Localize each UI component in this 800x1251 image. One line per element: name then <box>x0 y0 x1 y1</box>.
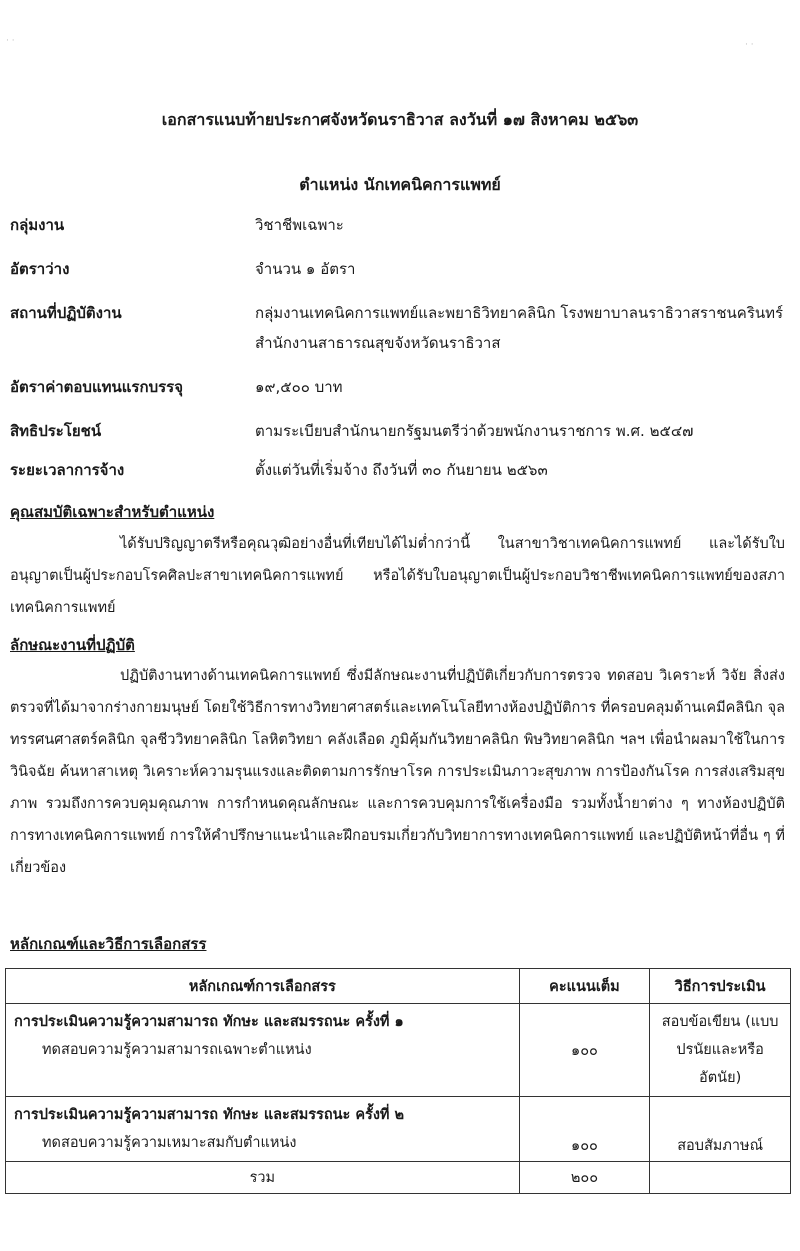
criteria-cell <box>6 1097 520 1162</box>
table-row <box>6 1004 791 1097</box>
detail-label: สิทธิประโยชน์ <box>10 422 102 440</box>
selection-heading: หลักเกณฑ์และวิธีการเลือกสรร <box>10 935 207 953</box>
score-cell: ๑๐๐ <box>519 1004 650 1097</box>
detail-label: อัตราว่าง <box>10 260 70 278</box>
qualifications-heading: คุณสมบัติเฉพาะสำหรับตำแหน่ง <box>10 503 215 521</box>
duties-text: ปฏิบัติงานทางด้านเทคนิคการแพทย์ ซึ่งมีลักษณะงานที่ปฏิบัติเกี่ยวกับการตรวจ ทดสอบ วิเคราะห์ วิจัย สิ่งส่งตรวจที่ได้มาจากร่างกายมนุษย์ โดยใช้วิธีการทางวิทยาศาสตร์และเทคโนโลยีทางห้องปฏิบัติการ ที่ครอบคลุมด้านเคมีคลินิก จุลทรรศนศาสตร์คลินิก จุลชีววิทยาคลินิก โลหิตวิทยา คลังเลือด ภูมิคุ้มกันวิทยาคลินิก พิษวิทยาคลินิก ฯลฯ เพื่อนำผลมาใช้ในการวินิจฉัย ค้นหาสาเหตุ วิเคราะห์ความรุนแรงและติดตามการรักษาโรค การประเมินภาวะสุขภาพ การป้องกันโรค การส่งเสริมสุขภาพ รวมถึงการควบคุมคุณภาพ การกำหนดคุณลักษณะ และการควบคุมการใช้เครื่องมือ รวมทั้งน้ำยาต่าง ๆ ทางห้องปฏิบัติการทางเทคนิคการแพทย์ การให้คำปรึกษาแนะนำและฝึกอบรมเกี่ยวกับวิทยาการทางเทคนิคการแพทย์ และปฏิบัติหน้าที่อื่น ๆ ที่เกี่ยวข้อง <box>10 668 785 876</box>
detail-value: จำนวน ๑ อัตรา <box>255 260 356 278</box>
detail-label: กลุ่มงาน <box>10 216 65 234</box>
score-cell: ๑๐๐ <box>519 1097 650 1162</box>
criteria-title: การประเมินความรู้ความสามารถ ทักษะ และสมรรถนะ ครั้งที่ ๒ <box>14 1107 405 1123</box>
detail-value: ตั้งแต่วันที่เริ่มจ้าง ถึงวันที่ ๓๐ กันยายน ๒๕๖๓ <box>255 461 548 479</box>
detail-value: ตามระเบียบสำนักนายกรัฐมนตรีว่าด้วยพนักงานราชการ พ.ศ. ๒๕๔๗ <box>255 422 694 440</box>
duties-heading: ลักษณะงานที่ปฏิบัติ <box>10 636 135 654</box>
detail-label: ระยะเวลาการจ้าง <box>10 461 125 479</box>
scan-speck: · · <box>745 40 754 50</box>
detail-label: อัตราค่าตอบแทนแรกบรรจุ <box>10 378 183 396</box>
criteria-detail: ทดสอบความรู้ความสามารถเฉพาะตำแหน่ง <box>42 1042 312 1058</box>
qualifications-text: ได้รับปริญญาตรีหรือคุณวุฒิอย่างอื่นที่เทียบได้ไม่ต่ำกว่านี้ ในสาขาวิชาเทคนิคการแพทย์ และได้รับใบอนุญาตเป็นผู้ประกอบโรคศิลปะสาขาเทคนิคการแพทย์ หรือได้รับใบอนุญาตเป็นผู้ประกอบวิชาชีพเทคนิคการแพทย์ของสภาเทคนิคการแพทย์ <box>10 536 785 616</box>
table-row <box>6 1097 791 1162</box>
table-header-row <box>6 969 791 1004</box>
criteria-detail: ทดสอบความรู้ความเหมาะสมกับตำแหน่ง <box>42 1135 297 1151</box>
document-title: เอกสารแนบท้ายประกาศจังหวัดนราธิวาส ลงวันที่ ๑๗ สิงหาคม ๒๕๖๓ <box>161 110 639 129</box>
total-label: รวม <box>6 1162 520 1194</box>
column-header: วิธีการประเมิน <box>650 969 791 1004</box>
column-header: หลักเกณฑ์การเลือกสรร <box>6 969 520 1004</box>
total-row <box>6 1162 791 1194</box>
scan-speck: · · <box>6 36 15 46</box>
criteria-title: การประเมินความรู้ความสามารถ ทักษะ และสมรรถนะ ครั้งที่ ๑ <box>14 1014 404 1030</box>
detail-value: ๑๙,๕๐๐ บาท <box>255 378 343 396</box>
total-score: ๒๐๐ <box>519 1162 650 1194</box>
position-title: ตำแหน่ง นักเทคนิคการแพทย์ <box>299 175 501 194</box>
detail-label: สถานที่ปฏิบัติงาน <box>10 304 122 322</box>
criteria-cell <box>6 1004 520 1097</box>
detail-value: กลุ่มงานเทคนิคการแพทย์และพยาธิวิทยาคลินิก โรงพยาบาลนราธิวาสราชนครินทร์ สำนักงานสาธารณสุขจังหวัดนราธิวาส <box>255 304 784 352</box>
selection-table <box>5 968 791 1194</box>
column-header: คะแนนเต็ม <box>519 969 650 1004</box>
method-cell: สอบข้อเขียน (แบบปรนัยและหรืออัตนัย) <box>650 1004 791 1097</box>
method-cell: สอบสัมภาษณ์ <box>650 1097 791 1162</box>
detail-value: วิชาชีพเฉพาะ <box>255 216 344 234</box>
total-method-empty <box>650 1162 791 1194</box>
